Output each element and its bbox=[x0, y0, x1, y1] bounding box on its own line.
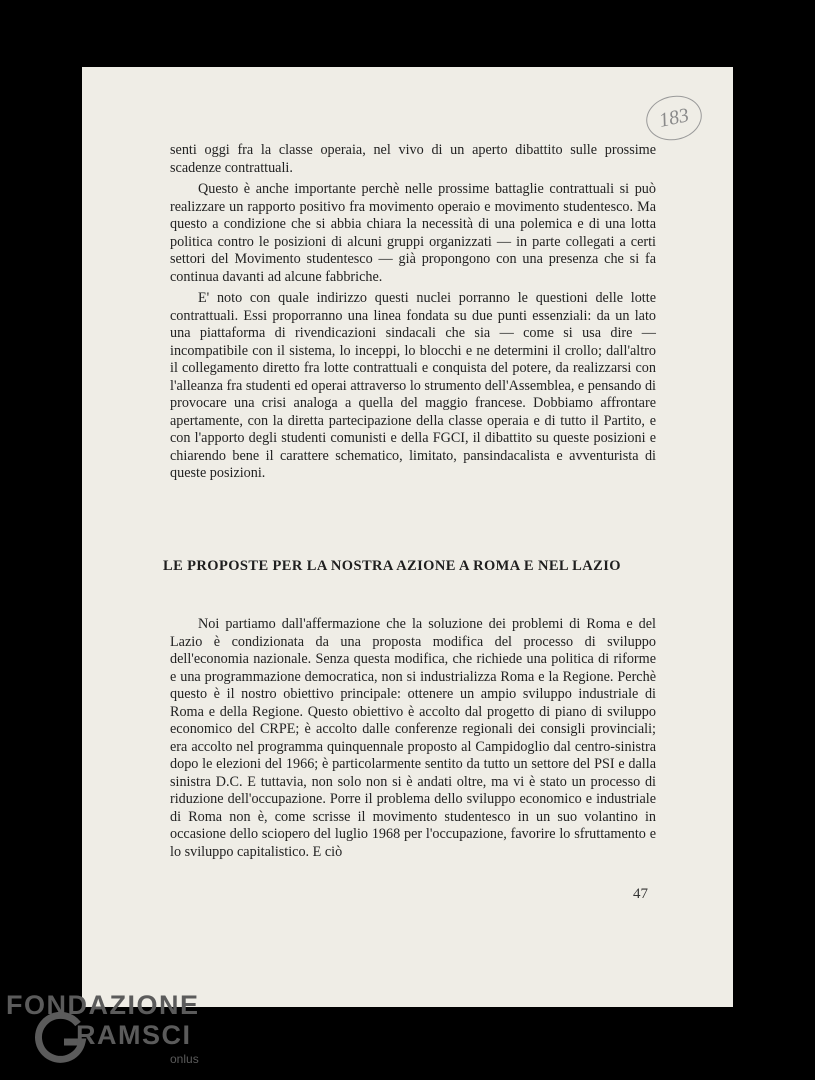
logo-text-line1: FONDAZIONE bbox=[6, 990, 200, 1020]
paragraph: E' noto con quale indirizzo questi nuclei porranno le questioni delle lotte contrattuali. Essi proporranno una linea fondata su due punti essenziali: da un lato una piattaforma di rivendicazioni sindacali che sia — come si usa dire — incompatibile con il sistema, lo inceppi, lo blocchi e ne determini il crollo; dall'altro il collegamento diretto fra lotte contrattuali e conquista del potere, da realizzarsi con l'alleanza fra studenti ed operai attraverso lo strumento dell'Assemblea, e pensando di provocare una crisi analoga a quella del maggio francese. Dobbiamo affrontare apertamente, con la diretta partecipazione della classe operaia e di tutto il Partito, e con l'apporto degli studenti comunisti e della FGCI, il dibattito su queste posizioni e chiarendo bene il carattere schematico, limitato, pansindacalista e avventurista di queste posizioni. bbox=[170, 290, 656, 481]
paragraph: Questo è anche importante perchè nelle prossime battaglie contrattuali si può realizzare un rapporto positivo fra movimento operaio e movimento studentesco. Ma questo a condizione che si abbia chiara la necessità di una polemica e di una lotta politica contro le posizioni di alcuni gruppi organizzati — in parte collegati a certi settori del Movimento studentesco — già propongono con una presenza che si fa continua davanti ad alcune fabbriche. bbox=[170, 181, 656, 285]
fondazione-gramsci-logo bbox=[6, 990, 206, 1080]
handwritten-page-note: 183 bbox=[642, 91, 706, 146]
body-text-upper bbox=[170, 142, 656, 483]
logo-text-line2: RAMSCI bbox=[76, 1020, 192, 1050]
logo-subtext: onlus bbox=[170, 1052, 199, 1066]
paragraph: senti oggi fra la classe operaia, nel vivo di un aperto dibattito sulle prossime scadenze contrattuali. bbox=[170, 142, 656, 176]
body-text-lower bbox=[170, 612, 656, 861]
page-number: 47 bbox=[633, 886, 648, 902]
paragraph: Noi partiamo dall'affermazione che la soluzione dei problemi di Roma e del Lazio è condizionata da una proposta modifica del processo di sviluppo dell'economia nazionale. Senza questa modifica, che richiede una politica di riforme e una programmazione democratica, non si industrializza Roma e la Regione. Perchè questo è il nostro obiettivo principale: ottenere un ampio sviluppo industriale di Roma e della Regione. Questo obiettivo è accolto dal progetto di piano di sviluppo economico del CRPE; è accolto dalle conferenze regionali dei consigli provinciali; era accolto nel programma quinquennale proposto al Campidoglio dal centro-sinistra dopo le elezioni del 1966; è particolarmente sentito da tutto un settore del PSI e dalla sinistra D.C. E tuttavia, non solo non si è andati oltre, ma vi è stato un processo di riduzione dell'occupazione. Porre il problema dello sviluppo economico e industriale di Roma non è, come scrisse il movimento studentesco in un suo volantino in occasione dello sciopero del luglio 1968 per l'occupazione, favorire lo sfruttamento e lo sviluppo capitalistico. E ciò bbox=[170, 616, 656, 860]
section-heading: LE PROPOSTE PER LA NOSTRA AZIONE A ROMA E NEL LAZIO bbox=[163, 558, 621, 574]
